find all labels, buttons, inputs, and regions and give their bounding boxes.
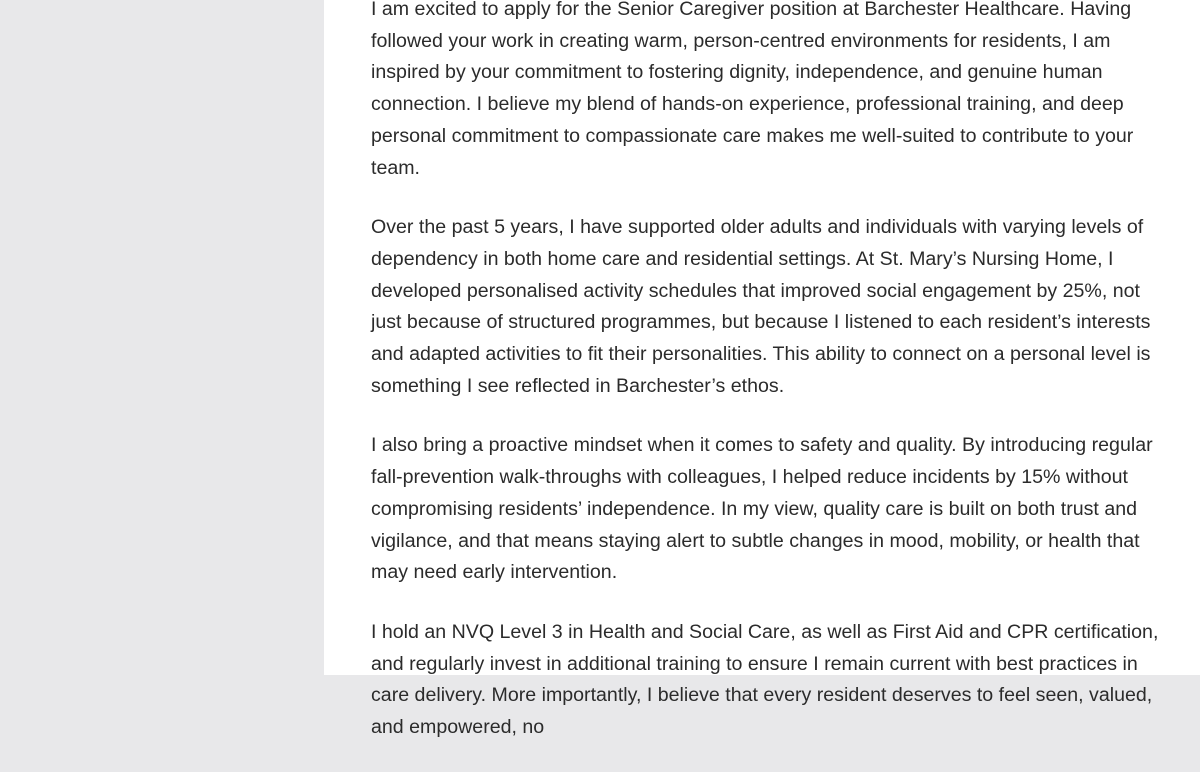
- paragraph-experience: Over the past 5 years, I have supported older adults and individuals with varying levels of dependency in both home care and residential settings. At St. Mary’s Nursing Home, I developed personalised activity schedules that improved social engagement by 25%, not just because of structured programmes, but because I listened to each resident’s interests and adapted activities to fit their personalities. This ability to connect on a personal level is something I see reflected in Barchester’s ethos.: [371, 216, 1151, 397]
- paragraph-intro: I am excited to apply for the Senior Caregiver position at Barchester Healthcare. Having followed your work in creating warm, person-centred environments for residents, I am inspired by your commitment to fostering dignity, independence, and genuine human connection. I believe my blend of hands-on experience, professional training, and deep personal commitment to compassionate care makes me well-suited to contribute to your team.: [371, 0, 1134, 179]
- paragraph-qualifications: I hold an NVQ Level 3 in Health and Social Care, as well as First Aid and CPR certification, and regularly invest in additional training to ensure I remain current with best practices in care delivery. More importantly, I believe that every resident deserves to feel seen, valued, and empowered, no: [371, 620, 1159, 739]
- left-margin-panel: [0, 0, 324, 675]
- paragraph-safety: I also bring a proactive mindset when it comes to safety and quality. By introducing regular fall-prevention walk-throughs with colleagues, I helped reduce incidents by 15% without compromising residents’ independence. In my view, quality care is built on both trust and vigilance, and that means staying alert to subtle changes in mood, mobility, or health that may need early intervention.: [371, 434, 1153, 584]
- document-page: [324, 0, 1200, 739]
- cover-letter-body: [371, 0, 1161, 772]
